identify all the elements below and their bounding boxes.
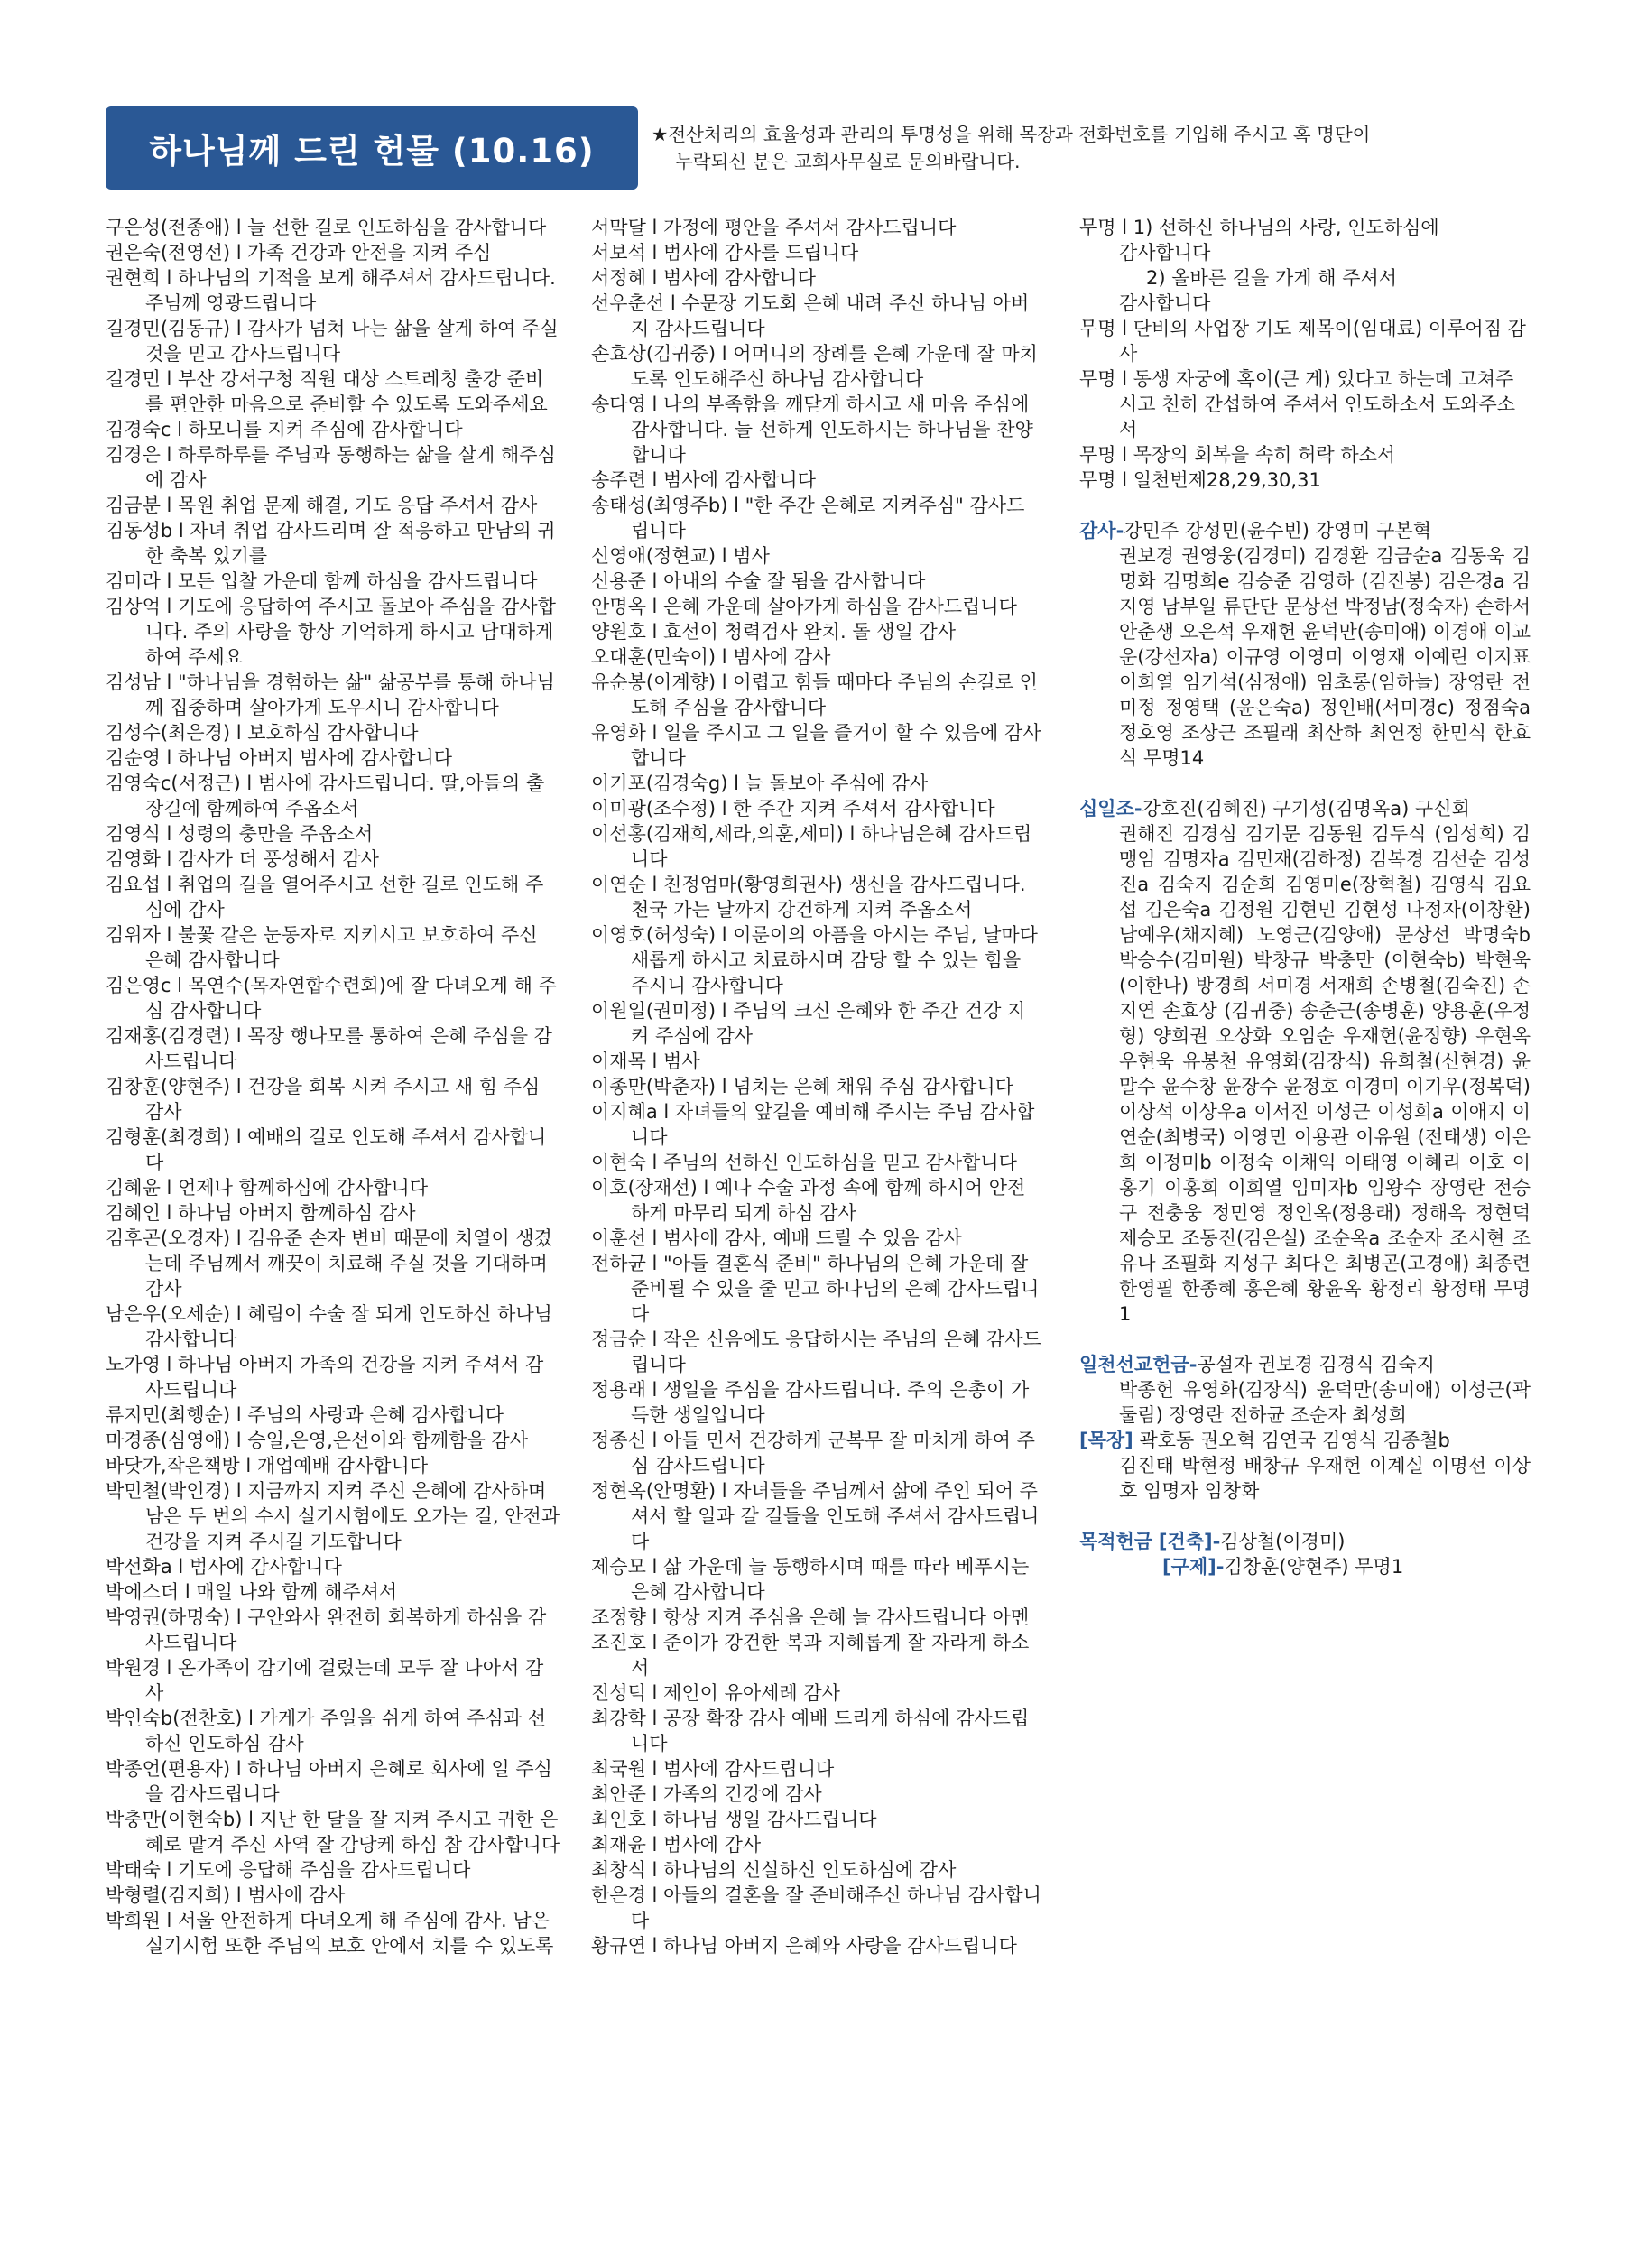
offering-entry: 정종신 l 아들 민서 건강하게 군복무 잘 마치게 하여 주심 감사드립니다 [591, 1430, 1035, 1477]
offering-entry: 이지혜a l 자녀들의 앞길을 예비해 주시는 주님 감사합니다 [591, 1101, 1035, 1148]
offering-entry: 박선화a l 범사에 감사합니다 [106, 1556, 342, 1578]
offering-entry: 이훈선 l 범사에 감사, 예배 드릴 수 있음 감사 [591, 1227, 962, 1249]
mission-offering-label: 일천선교헌금- [1079, 1354, 1198, 1375]
offering-entry: 김혜윤 l 언제나 함께하심에 감사합니다 [106, 1177, 429, 1199]
offering-entry: 조진호 l 준이가 강건한 복과 지혜롭게 잘 자라게 하소서 [591, 1632, 1030, 1679]
mission-offering-list [1079, 1352, 1531, 1428]
thanks-offering-list [1079, 518, 1531, 771]
offering-entry: 오대훈(민숙이) l 범사에 감사 [591, 646, 831, 668]
thanks-names-first: 강민주 강성민(윤수빈) 강영미 구본혁 [1124, 520, 1431, 542]
offering-entry: 최창식 l 하나님의 신실하신 인도하심에 감사 [591, 1859, 957, 1881]
offering-entry: 남은우(오세순) l 혜림이 수술 잘 되게 인도하신 하나님 감사합니다 [106, 1303, 552, 1350]
offering-entry: 최안준 l 가족의 건강에 감사 [591, 1783, 822, 1805]
offering-entry: 마경종(심영애) l 승일,은영,은선이와 함께함을 감사 [106, 1430, 528, 1451]
relief-names: 김창훈(양현주) 무명1 [1224, 1556, 1404, 1578]
thanks-names: 권보경 권영웅(김경미) 김경환 김금순a 김동욱 김명화 김명희e 김승준 김영하 (김진봉) 김은경a 김지영 남부일 류단단 문상선 박정남(정숙자) 손하서 안춘생 오은석 우재헌 윤덕만(송미애) 이경애 이교운(강선자a) 이규영 이영미 이영재 이예린 이지표 이희열 임기석(심정애) 임초롱(임하늘) 장영란 전미정 정영택 (윤은숙a) 정인배(서미경c) 정점숙a 정호영 조상근 조필래 최산하 최연정 한민식 한효식 무명14 [1119, 545, 1531, 769]
offering-entry: 김후곤(오경자) l 김유준 손자 변비 때문에 치열이 생겼는데 주님께서 깨끗이 치료해 주실 것을 기대하며 감사 [106, 1227, 552, 1300]
offering-entry: 송태성(최영주b) l "한 주간 은혜로 지켜주심" 감사드립니다 [591, 495, 1025, 542]
offering-entry: 이원일(권미정) l 주님의 크신 은혜와 한 주간 건강 지켜 주심에 감사 [591, 1000, 1026, 1047]
offering-entry: 조정향 l 항상 지켜 주심을 은혜 늘 감사드립니다 아멘 [591, 1606, 1030, 1628]
offering-entry: 서보석 l 범사에 감사를 드립니다 [591, 242, 859, 264]
notice-line-1: ★전산처리의 효율성과 관리의 투명성을 위해 목장과 전화번호를 기입해 주시고 혹 명단이 [652, 124, 1371, 145]
offering-entry: 김순영 l 하나님 아버지 범사에 감사합니다 [106, 747, 453, 769]
offering-column-2 [591, 215, 1042, 1958]
tithe-names-first: 강호진(김혜진) 구기성(김명옥a) 구신회 [1142, 798, 1470, 819]
offering-entry: 황규연 l 하나님 아버지 은혜와 사랑을 감사드립니다 [591, 1935, 1017, 1957]
offering-entry: 박종언(편용자) l 하나님 아버지 은혜로 회사에 일 주심을 감사드립니다 [106, 1758, 552, 1805]
offering-entry: 박형렬(김지희) l 범사에 감사 [106, 1884, 346, 1906]
offering-entry: 김동성b l 자녀 취업 감사드리며 잘 적응하고 만남의 귀한 축복 있기를 [106, 520, 556, 567]
mission-names-first: 공설자 권보경 김경식 김숙지 [1197, 1354, 1435, 1375]
offering-entry: 노가영 l 하나님 아버지 가족의 건강을 지켜 주셔서 감사드립니다 [106, 1354, 544, 1401]
offering-entry: 이기포(김경숙g) l 늘 돌보아 주심에 감사 [591, 773, 929, 794]
offering-entry: 김요섭 l 취업의 길을 열어주시고 선한 길로 인도해 주심에 감사 [106, 874, 544, 921]
notice-line-2: 누락되신 분은 교회사무실로 문의바랍니다. [675, 151, 1021, 172]
offering-entry: 손효상(김귀중) l 어머니의 장례를 은혜 가운데 잘 마치도록 인도해주신 하나님 감사합니다 [591, 343, 1038, 390]
offering-entry: 이미광(조수정) l 한 주간 지켜 주셔서 감사합니다 [591, 798, 995, 819]
anonymous-entry: 무명 l 목장의 회복을 속히 허락 하소서 [1079, 444, 1396, 466]
offering-entry: 송다영 l 나의 부족함을 깨닫게 하시고 새 마음 주심에 감사합니다. 늘 선하게 인도하시는 하나님을 찬양합니다 [591, 393, 1033, 466]
offering-entry: 박영권(하명숙) l 구안와사 완전히 회복하게 하심을 감사드립니다 [106, 1606, 547, 1653]
offering-entry: 류지민(최행순) l 주님의 사랑과 은혜 감사합니다 [106, 1404, 504, 1426]
offering-entry: 최강학 l 공장 확장 감사 예배 드리게 하심에 감사드립니다 [591, 1708, 1030, 1754]
offering-entry: 김영숙c(서정근) l 범사에 감사드립니다. 딸,아들의 출장길에 함께하여 주옵소서 [106, 773, 545, 819]
offering-entry: 김영화 l 감사가 더 풍성해서 감사 [106, 848, 379, 870]
offering-entry: 김창훈(양현주) l 건강을 회복 시켜 주시고 새 힘 주심 감사 [106, 1076, 541, 1123]
offering-entry: 김경은 l 하루하루를 주님과 동행하는 삶을 살게 해주심에 감사 [106, 444, 556, 491]
offering-entry: 전하균 l "아들 결혼식 준비" 하나님의 은혜 가운데 잘 준비될 수 있을 줄 믿고 하나님의 은혜 감사드립니다 [591, 1253, 1040, 1325]
offering-entry: 김위자 l 불꽃 같은 눈동자로 지키시고 보호하여 주신 은혜 감사합니다 [106, 924, 538, 971]
anonymous-entry-line: 감사합니다 [1119, 292, 1211, 314]
anonymous-entry-line: 감사합니다 [1119, 242, 1211, 264]
offering-entry: 유영화 l 일을 주시고 그 일을 즐거이 할 수 있음에 감사합니다 [591, 722, 1041, 769]
offering-entry: 길경민 l 부산 강서구청 직원 대상 스트레칭 출강 준비를 편안한 마음으로 준비할 수 있도록 도와주세요 [106, 368, 548, 415]
offering-entry: 박희원 l 서울 안전하게 다녀오게 해 주심에 감사. 남은 실기시험 또한 주님의 보호 안에서 치를 수 있도록 [106, 1910, 554, 1957]
offering-entry: 박인숙b(전찬호) l 가게가 주일을 쉬게 하여 주심과 선하신 인도하심 감사 [106, 1708, 546, 1754]
offering-entry: 김성수(최은경) l 보호하심 감사합니다 [106, 722, 419, 744]
offering-entry: 정금순 l 작은 신음에도 응답하시는 주님의 은혜 감사드립니다 [591, 1328, 1041, 1375]
purpose-offering-label: 목적헌금 [1079, 1531, 1153, 1552]
offering-entry: 김형훈(최경희) l 예배의 길로 인도해 주셔서 감사합니다 [106, 1126, 547, 1173]
offering-entry: 이연순 l 친정엄마(황영희권사) 생신을 감사드립니다. 천국 가는 날까지 강건하게 지켜 주옵소서 [591, 874, 1026, 921]
offering-entry: 신영애(정현교) l 범사 [591, 545, 770, 567]
offering-entry: 서정혜 l 범사에 감사합니다 [591, 267, 817, 289]
offering-entry: 진성덕 l 제인이 유아세례 감사 [591, 1682, 840, 1704]
anonymous-entry-line: 2) 올바른 길을 가게 해 주셔서 [1146, 267, 1398, 289]
page-title: 하나님께 드린 헌물 (10.16) [106, 106, 638, 190]
moksang-offering-list [1079, 1428, 1531, 1504]
offering-entry: 최재윤 l 범사에 감사 [591, 1834, 762, 1856]
tithe-list [1079, 796, 1531, 1327]
tithe-names: 권해진 김경심 김기문 김동원 김두식 (임성희) 김맹임 김명자a 김민재(김하정) 김복경 김선순 김성진a 김숙지 김순희 김영미e(장혁철) 김영식 김요섭 김은숙a 김정원 김현민 김현성 나정자(이창환) 남예우(채지혜) 노영근(김양애) 문상선 박명숙b 박승수(김미원) 박창규 박충만 (이현숙b) 박현욱(이한나) 방경희 서미경 서재희 손병철(김숙진) 손지연 손효상 (김귀중) 송춘근(송병훈) 양용훈(우정형) 양희권 오상화 오임순 우재헌(윤정향) 우현옥 우현욱 유봉천 유영화(김장식) 유희철(신현경) 윤말수 윤수창 윤장수 윤정호 이경미 이기우(정복덕) 이상석 이상우a 이서진 이성근 이성희a 이애지 이연순(최병국) 이영민 이용관 이유원 (전태생) 이은희 이정미b 이정숙 이채익 이태영 이혜리 이호 이홍기 이홍희 이희열 임미자b 임왕수 장영란 전승구 전충웅 정민영 정인옥(정용래) 정해옥 정현덕 제승모 조동진(김은실) 조순옥a 조순자 조시현 조유나 조필화 지성구 최다은 최병곤(고경애) 최종련 한영필 한종혜 홍은혜 황윤옥 황정리 황정태 무명1 [1119, 823, 1531, 1325]
anonymous-entry: 무명 l 단비의 사업장 기도 제목이(임대료) 이루어짐 감사 [1079, 318, 1526, 365]
offering-entry: 선우춘선 l 수문장 기도회 은혜 내려 주신 하나님 아버지 감사드립니다 [591, 292, 1030, 339]
offering-entry: 한은경 l 아들의 결혼을 잘 준비해주신 하나님 감사합니다 [591, 1884, 1041, 1931]
tithe-label: 십일조- [1079, 798, 1142, 819]
anonymous-entry: 무명 l 1) 선하신 하나님의 사랑, 인도하심에 [1079, 217, 1439, 238]
offering-entry: 길경민(김동규) l 감사가 넘쳐 나는 삶을 살게 하여 주실 것을 믿고 감사드립니다 [106, 318, 559, 365]
offering-entry: 신용준 l 아내의 수술 잘 됨을 감사합니다 [591, 570, 926, 592]
offering-entry: 권은숙(전영선) l 가족 건강과 안전을 지켜 주심 [106, 242, 492, 264]
offering-entry: 김경숙c l 하모니를 지켜 주심에 감사합니다 [106, 419, 463, 440]
offering-entry: 바닷가,작은책방 l 개업예배 감사합니다 [106, 1455, 429, 1477]
offering-entry: 정현옥(안명환) l 자녀들을 주님께서 삶에 주인 되어 주셔서 할 일과 갈 길들을 인도해 주셔서 감사드립니다 [591, 1480, 1040, 1552]
offering-entry: 송주련 l 범사에 감사합니다 [591, 469, 817, 491]
offering-entry: 박민철(박인경) l 지금까지 지켜 주신 은혜에 감사하며 남은 두 번의 수시 실기시험에도 오가는 길, 안전과 건강을 지켜 주시길 기도합니다 [106, 1480, 560, 1552]
offering-entry: 이호(장재선) l 예나 수술 과정 속에 함께 하시어 안전하게 마무리 되게 하심 감사 [591, 1177, 1026, 1224]
offering-entry: 이영호(허성숙) l 이룬이의 아픔을 아시는 주님, 날마다 새롭게 하시고 치료하시며 감당 할 수 있는 힘을 주시니 감사합니다 [591, 924, 1038, 996]
thanks-offering-label: 감사- [1079, 520, 1124, 542]
offering-entry: 이재목 l 범사 [591, 1051, 700, 1072]
offering-column-1 [106, 215, 561, 1958]
relief-label: [구제]- [1162, 1556, 1225, 1578]
mission-names: 박종헌 유영화(김장식) 윤덕만(송미애) 이성근(곽둘림) 장영란 전하균 조순자 최성희 [1119, 1379, 1531, 1426]
anonymous-entry: 무명 l 일천번제28,29,30,31 [1079, 469, 1321, 491]
offering-entry: 김영식 l 성령의 충만을 주옵소서 [106, 823, 374, 845]
offering-entry: 박에스더 l 매일 나와 함께 해주셔서 [106, 1581, 398, 1603]
moksang-names-first: 곽호동 권오혁 김연국 김영식 김종철b [1139, 1430, 1450, 1451]
offering-entry: 유순봉(이계향) l 어렵고 힘들 때마다 주님의 손길로 인도해 주심을 감사합니다 [591, 671, 1038, 718]
offering-entry: 정용래 l 생일을 주심을 감사드립니다. 주의 은총이 가득한 생일입니다 [591, 1379, 1030, 1426]
offering-entry: 김혜인 l 하나님 아버지 함께하심 감사 [106, 1202, 416, 1224]
offering-entry: 양원호 l 효선이 청력검사 완치. 돌 생일 감사 [591, 621, 957, 643]
offering-entry: 김금분 l 목원 취업 문제 해결, 기도 응답 주셔서 감사 [106, 495, 538, 516]
notice-text [652, 121, 1572, 175]
building-names: 김상철(이경미) [1220, 1531, 1346, 1552]
moksang-label: [목장] [1079, 1430, 1133, 1451]
offering-entry: 이종만(박춘자) l 넘치는 은혜 채워 주심 감사합니다 [591, 1076, 1013, 1097]
offering-column-3 [1079, 215, 1531, 1579]
offering-entry: 김은영c l 목연수(목자연합수련회)에 잘 다녀오게 해 주심 감사합니다 [106, 975, 557, 1022]
offering-entry: 김미라 l 모든 입찰 가운데 함께 하심을 감사드립니다 [106, 570, 538, 592]
offering-entry: 박태숙 l 기도에 응답해 주심을 감사드립니다 [106, 1859, 471, 1881]
offering-entry: 김상억 l 기도에 응답하여 주시고 돌보아 주심을 감사합니다. 주의 사랑을 항상 기억하게 하시고 담대하게 하여 주세요 [106, 596, 556, 668]
offering-entry: 구은성(전종애) l 늘 선한 길로 인도하심을 감사합니다 [106, 217, 547, 238]
offering-entry: 이현숙 l 주님의 선하신 인도하심을 믿고 감사합니다 [591, 1152, 1017, 1173]
offering-entry: 박충만(이현숙b) l 지난 한 달을 잘 지켜 주시고 귀한 은혜로 맡겨 주신 사역 잘 감당케 하심 참 감사합니다 [106, 1809, 560, 1856]
purpose-offering [1079, 1529, 1531, 1579]
offering-entry: 제승모 l 삶 가운데 늘 동행하시며 때를 따라 베푸시는 은혜 감사합니다 [591, 1556, 1030, 1603]
offering-entry: 김재홍(김경련) l 목장 행나모를 통하여 은혜 주심을 감사드립니다 [106, 1025, 552, 1072]
offering-entry: 서막달 l 가정에 평안을 주셔서 감사드립니다 [591, 217, 957, 238]
relief-line [1079, 1554, 1531, 1579]
offering-entry: 권현희 l 하나님의 기적을 보게 해주셔서 감사드립니다. 주님께 영광드립니다 [106, 267, 556, 314]
offering-entry: 안명옥 l 은혜 가운데 살아가게 하심을 감사드립니다 [591, 596, 1017, 617]
offering-entry: 최국원 l 범사에 감사드립니다 [591, 1758, 835, 1780]
offering-entry: 이선홍(김재희,세라,의훈,세미) l 하나님은혜 감사드립니다 [591, 823, 1032, 870]
offering-entry: 김성남 l "하나님을 경험하는 삶" 삶공부를 통해 하나님께 집중하며 살아가게 도우시니 감사합니다 [106, 671, 555, 718]
building-label: [건축]- [1158, 1531, 1221, 1552]
moksang-names: 김진태 박현정 배창규 우재헌 이계실 이명선 이상호 임명자 임창화 [1119, 1455, 1531, 1502]
anonymous-entry: 무명 l 동생 자궁에 혹이(큰 게) 있다고 하는데 고쳐주시고 친히 간섭하여 주셔서 인도하소서 도와주소서 [1079, 368, 1516, 440]
offering-entry: 최인호 l 하나님 생일 감사드립니다 [591, 1809, 877, 1830]
offering-entry: 박원경 l 온가족이 감기에 걸렸는데 모두 잘 나아서 감사 [106, 1657, 544, 1704]
